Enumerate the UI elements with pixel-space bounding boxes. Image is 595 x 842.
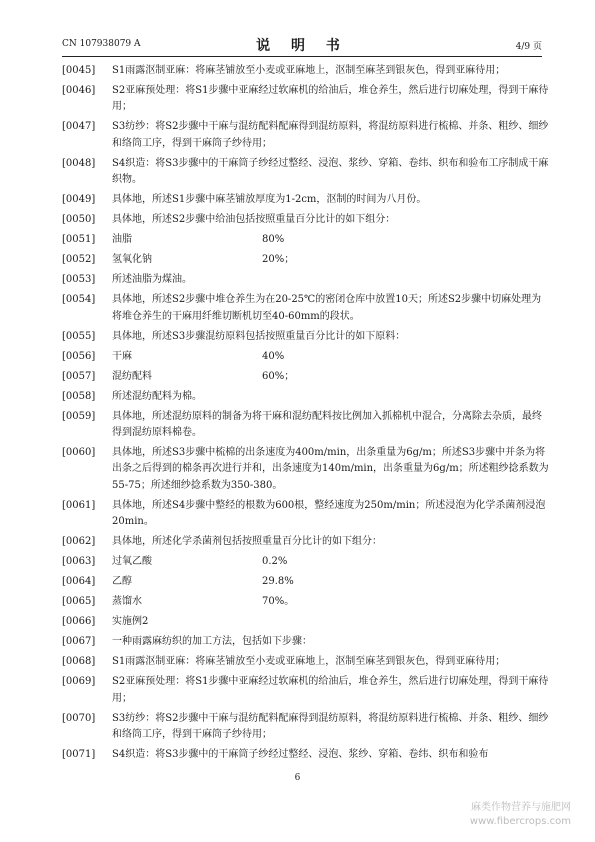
paragraph-text: 所述混纺配料为棉。 [112, 390, 202, 402]
composition-row [112, 369, 550, 385]
paragraph [62, 389, 550, 405]
paragraph-number: [0058] [62, 390, 96, 402]
paragraph-number: [0063] [62, 556, 96, 568]
paragraph-text: S2亚麻预处理：将S1步骤中亚麻经过软麻机的给油后，堆仓养生，然后进行切麻处理，得到干麻待用； [112, 85, 549, 113]
component-percentage: 80% [262, 234, 285, 246]
paragraph-number: [0050] [62, 214, 96, 226]
watermark-url: www.fibercrops.com [469, 816, 571, 827]
component-name: 蒸馏水 [112, 596, 142, 608]
paragraph-text: 具体地，所述化学杀菌剂包括按照重量百分比计的如下组分： [112, 536, 382, 548]
paragraph-text: 具体地，所述S3步骤混纺原料包括按照重量百分比计的如下原料： [112, 330, 406, 342]
paragraph-number: [0066] [62, 616, 96, 628]
component-percentage: 20%； [262, 254, 295, 266]
component-percentage: 70%。 [262, 596, 295, 608]
paragraph [62, 63, 550, 79]
paragraph-text: 一种雨露麻纺织的加工方法，包括如下步骤： [112, 636, 312, 648]
document-body [62, 63, 550, 767]
paragraph [62, 83, 550, 116]
paragraph-number: [0054] [62, 294, 96, 306]
component-name: 干麻 [112, 350, 132, 362]
paragraph-number: [0068] [62, 656, 96, 668]
component-name: 氢氧化钠 [112, 254, 152, 266]
paragraph-number: [0048] [62, 157, 96, 169]
paragraph-number: [0049] [62, 194, 96, 206]
watermark [470, 801, 571, 829]
paragraph-number: [0062] [62, 536, 96, 548]
paragraph-text: S3纺纱：将S2步骤中干麻与混纺配料配麻得到混纺原料，将混纺原料进行梳棉、并条、粗纱、细纱和络筒工序，得到干麻筒子纱待用； [112, 712, 549, 741]
paragraph-text: 实施例2 [112, 616, 149, 628]
page-number: 6 [294, 773, 301, 783]
composition-row [112, 554, 550, 570]
paragraph [62, 369, 550, 385]
component-percentage: 40% [262, 350, 285, 362]
composition-row [112, 594, 550, 610]
component-percentage: 60%； [262, 370, 295, 382]
paragraph [62, 445, 550, 494]
paragraph-number: [0055] [62, 330, 96, 342]
paragraph-number: [0071] [62, 749, 96, 761]
paragraph-text: 具体地，所述混纺原料的制备为将干麻和混纺配料按比例加入抓棉机中混合，分离除去杂质，最终得到混纺原料棉卷。 [112, 410, 542, 439]
paragraph-number: [0045] [62, 65, 96, 76]
paragraph-text: S4织造：将S3步骤中的干麻筒子纱经过整经、浸泡、浆纱、穿箱、卷纬、织布和验布工序制成干麻织物。 [112, 157, 549, 186]
component-percentage: 0.2% [262, 556, 288, 568]
paragraph-text: 具体地，所述S4步骤中整经的根数为600根，整经速度为250m/min；所述浸泡为化学杀菌剂浸泡20min。 [112, 499, 546, 528]
paragraph [62, 634, 550, 650]
paragraph-number: [0047] [62, 121, 96, 133]
paragraph [62, 119, 550, 152]
page-indicator: 4/9 页 [515, 42, 542, 52]
paragraph [62, 594, 550, 610]
header-rule [62, 56, 542, 57]
paragraph-number: [0067] [62, 636, 96, 648]
paragraph-number: [0069] [62, 676, 96, 688]
paragraph [62, 272, 550, 288]
paragraph-text: 具体地，所述S2步骤中给油包括按照重量百分比计的如下组分： [112, 214, 396, 226]
paragraph [62, 654, 550, 670]
paragraph-number: [0070] [62, 712, 96, 724]
paragraph [62, 349, 550, 365]
paragraph-text: 具体地，所述S2步骤中堆仓养生为在20-25℃的密闭仓库中放置10天；所述S2步骤中切麻处理为将堆仓养生的干麻用纤维切断机切至40-60mm的段状。 [112, 294, 542, 322]
paragraph [62, 614, 550, 630]
composition-row [112, 232, 550, 248]
paragraph [62, 292, 550, 325]
paragraph-number: [0053] [62, 274, 96, 286]
composition-row [112, 574, 550, 590]
component-name: 过氧乙酸 [112, 556, 152, 568]
paragraph [62, 711, 550, 744]
paragraph-text: 所述油脂为煤油。 [112, 274, 192, 286]
paragraph [62, 212, 550, 228]
component-percentage: 29.8% [262, 576, 294, 588]
paragraph-number: [0061] [62, 499, 96, 511]
paragraph-number: [0057] [62, 370, 96, 382]
paragraph-text: S3纺纱：将S2步骤中干麻与混纺配料配麻得到混纺原料，将混纺原料进行梳棉、并条、粗纱、细纱和络筒工序，得到干麻筒子纱待用； [112, 121, 549, 149]
paragraph-number: [0046] [62, 85, 96, 96]
paragraph-text: 具体地，所述S1步骤中麻茎铺放厚度为1-2cm，沤制的时间为八月份。 [112, 194, 427, 206]
page-header [62, 36, 542, 54]
paragraph [62, 498, 550, 531]
paragraph [62, 747, 550, 763]
paragraph [62, 252, 550, 268]
paragraph-number: [0051] [62, 234, 96, 246]
paragraph-text: S2亚麻预处理：将S1步骤中亚麻经过软麻机的给油后，堆仓养生，然后进行切麻处理，得到干麻待用； [112, 676, 549, 704]
paragraph-text: S1雨露沤制亚麻：将麻茎铺放至小麦或亚麻地上，沤制至麻茎到银灰色，得到亚麻待用； [112, 656, 506, 668]
paragraph [62, 534, 550, 550]
paragraph-number: [0065] [62, 596, 96, 608]
paragraph [62, 674, 550, 707]
paragraph [62, 329, 550, 345]
component-name: 混纺配料 [112, 370, 152, 382]
paragraph-text: S1雨露沤制亚麻：将麻茎铺放至小麦或亚麻地上，沤制至麻茎到银灰色，得到亚麻待用； [112, 65, 506, 76]
document-title: 说 明 书 [256, 38, 348, 54]
paragraph-number: [0059] [62, 410, 96, 422]
paragraph-number: [0064] [62, 576, 96, 588]
watermark-site-name: 麻类作物营养与施肥网 [471, 802, 571, 813]
publication-number: CN 107938079 A [62, 39, 141, 49]
paragraph [62, 232, 550, 248]
paragraph [62, 574, 550, 590]
paragraph [62, 192, 550, 208]
composition-row [112, 349, 550, 365]
paragraph [62, 156, 550, 189]
paragraph-text: 具体地，所述S3步骤中梳棉的出条速度为400m/min，出条重量为6g/m；所述S3步骤中并条为将出条之后得到的棉条再次进行并和，出条速度为140m/min，出条重量为6g/m；所述粗纱捻系数为55-75；所述细纱捻系数为350-380。 [112, 447, 549, 491]
paragraph-text: S4织造：将S3步骤中的干麻筒子纱经过整经、浸泡、浆纱、穿箱、卷纬、织布和验布 [112, 749, 489, 761]
paragraph-number: [0060] [62, 447, 96, 459]
paragraph [62, 554, 550, 570]
paragraph [62, 409, 550, 442]
paragraph-number: [0056] [62, 350, 96, 362]
component-name: 油脂 [112, 234, 132, 246]
component-name: 乙醇 [112, 576, 132, 588]
composition-row [112, 252, 550, 268]
paragraph-number: [0052] [62, 254, 96, 266]
